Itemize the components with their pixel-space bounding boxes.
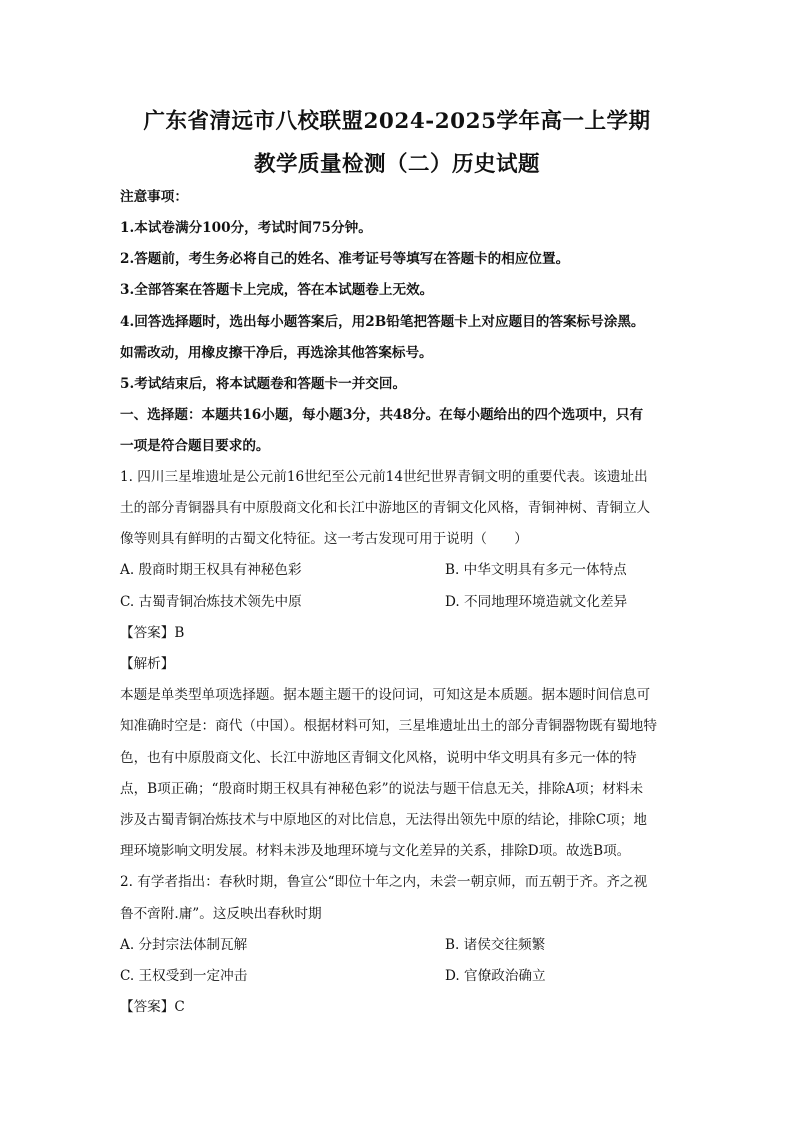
document-title-line1: 广东省清远市八校联盟2024-2025学年高一上学期 — [143, 109, 651, 134]
question-stem: 土的部分青铜器具有中原殷商文化和长江中游地区的青铜文化风格，青铜神树、青铜立人 — [120, 500, 651, 516]
notice-item: 4.回答选择题时，选出每小题答案后，用2B铅笔把答题卡上对应题目的答案标号涂黑。 — [120, 314, 645, 330]
document-title-line2: 教学质量检测（二）历史试题 — [253, 152, 540, 177]
notice-heading: 注意事项： — [120, 189, 188, 205]
option-d: D. 官僚政治确立 — [445, 968, 546, 984]
notice-item: 5.考试结束后，将本试题卷和答题卡一并交回。 — [120, 376, 407, 392]
analysis-text: 色，也有中原殷商文化、长江中游地区青铜文化风格，说明中华文明具有多元一体的特 — [120, 750, 637, 766]
notice-item: 2.答题前，考生务必将自己的姓名、准考证号等填写在答题卡的相应位置。 — [120, 251, 570, 267]
option-b: B. 中华文明具有多元一体特点 — [445, 562, 627, 578]
question-stem: 2. 有学者指出：春秋时期，鲁宣公“即位十年之内，未尝一朝京师，而五朝于齐。齐之视 — [120, 874, 648, 890]
question-stem: 1. 四川三星堆遗址是公元前16世纪至公元前14世纪世界青铜文明的重要代表。该遗址出 — [120, 469, 648, 485]
section-heading-cont: 一项是符合题目要求的。 — [120, 438, 270, 454]
notice-item: 如需改动，用橡皮擦干净后，再选涂其他答案标号。 — [120, 345, 433, 361]
question-stem: 鲁不啻附.庸”。这反映出春秋时期 — [120, 906, 322, 922]
notice-item: 1.本试卷满分100分，考试时间75分钟。 — [120, 220, 372, 236]
option-c: C. 古蜀青铜冶炼技术领先中原 — [120, 594, 302, 610]
answer: 【答案】B — [120, 625, 185, 641]
section-heading: 一、选择题：本题共16小题，每小题3分，共48分。在每小题给出的四个选项中，只有 — [120, 407, 644, 423]
answer: 【答案】C — [120, 999, 185, 1015]
option-a: A. 殷商时期王权具有神秘色彩 — [120, 562, 302, 578]
analysis-text: 理环境影响文明发展。材料未涉及地理环境与文化差异的关系，排除D项。故选B项。 — [120, 843, 631, 859]
question-stem: 像等则具有鲜明的古蜀文化特征。这一考古发现可用于说明（ ） — [120, 531, 528, 547]
analysis-heading: 【解析】 — [120, 656, 175, 672]
option-a: A. 分封宗法体制瓦解 — [120, 937, 248, 953]
analysis-text: 涉及古蜀青铜冶炼技术与中原地区的对比信息，无法得出领先中原的结论，排除C项；地 — [120, 812, 647, 828]
analysis-text: 知准确时空是：商代（中国）。根据材料可知，三星堆遗址出土的部分青铜器物既有蜀地特 — [120, 718, 657, 734]
notice-item: 3.全部答案在答题卡上完成，答在本试题卷上无效。 — [120, 282, 434, 298]
option-c: C. 王权受到一定冲击 — [120, 968, 248, 984]
analysis-text: 点，B项正确；“殷商时期王权具有神秘色彩”的说法与题干信息无关，排除A项；材料未 — [120, 781, 644, 797]
analysis-text: 本题是单类型单项选择题。据本题主题干的设问词，可知这是本质题。据本题时间信息可 — [120, 687, 651, 703]
option-d: D. 不同地理环境造就文化差异 — [445, 594, 628, 610]
option-b: B. 诸侯交往频繁 — [445, 937, 546, 953]
